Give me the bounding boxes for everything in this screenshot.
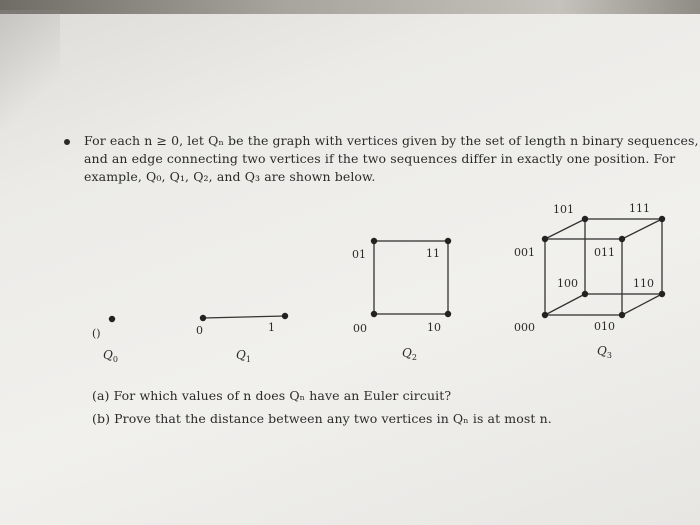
q1-vertex-0 <box>200 315 206 321</box>
q2-vertex-11 <box>445 238 451 244</box>
q3-label-110: 110 <box>633 277 654 290</box>
q1-name: $Q_1$ <box>236 348 251 364</box>
q2-label-00: 00 <box>353 322 367 335</box>
q3-label-000: 000 <box>514 321 535 334</box>
q1-label-1: 1 <box>268 321 275 334</box>
q2-vertex-10 <box>445 311 451 317</box>
q0-vertex <box>109 316 115 322</box>
q1-label-0: 0 <box>196 324 203 337</box>
q0-name: $Q_0$ <box>103 348 118 364</box>
q3-label-101: 101 <box>553 203 574 216</box>
q3-label-011: 011 <box>594 246 615 259</box>
q2-vertex-00 <box>371 311 377 317</box>
q3-label-010: 010 <box>594 320 615 333</box>
q1-edge <box>203 316 285 318</box>
q3-name: $Q_3$ <box>597 344 612 360</box>
problem-text-line-2: and an edge connecting two vertices if the two sequences differ in exactly one position. For <box>84 151 676 166</box>
problem-text-line-3: example, Q₀, Q₁, Q₂, and Q₃ are shown below. <box>84 169 376 184</box>
problem-text-line-1: For each n ≥ 0, let Qₙ be the graph with vertices given by the set of length n binary sequences, <box>84 133 699 148</box>
q1-vertex-1 <box>282 313 288 319</box>
q2-name: $Q_2$ <box>402 346 417 362</box>
q3-label-001: 001 <box>514 246 535 259</box>
q2-label-11: 11 <box>426 247 440 260</box>
q2-vertex-01 <box>371 238 377 244</box>
q3-label-100: 100 <box>557 277 578 290</box>
q2-label-01: 01 <box>352 248 366 261</box>
q3-label-111: 111 <box>629 202 650 215</box>
q3-cube-edges <box>545 219 662 315</box>
q0-vertex-label: () <box>92 327 101 340</box>
question-b: (b) Prove that the distance between any two vertices in Qₙ is at most n. <box>92 411 552 426</box>
question-a: (a) For which values of n does Qₙ have an Euler circuit? <box>92 388 452 403</box>
q2-label-10: 10 <box>427 321 441 334</box>
